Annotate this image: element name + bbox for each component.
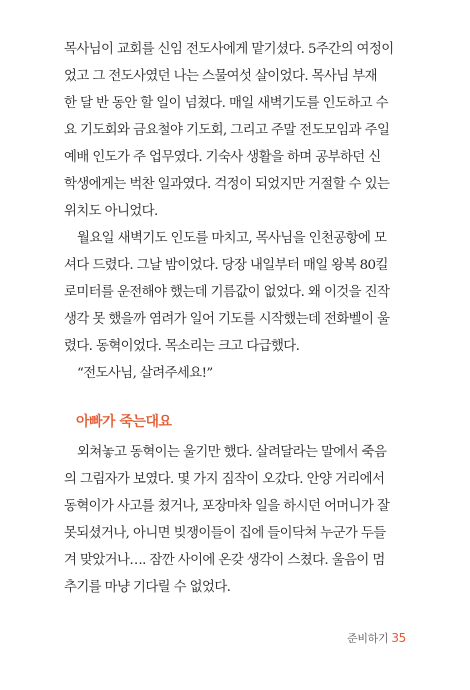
text-line: 생각 못 했을까 염려가 일어 기도를 시작했는데 전화벨이 울 xyxy=(64,312,390,327)
text-line: 위치도 아니었다. xyxy=(64,204,158,219)
text-line: 셔다 드렸다. 그날 밤이었다. 당장 내일부터 매일 왕복 80킬 xyxy=(64,258,388,273)
text-line: 로미터를 운전해야 했는데 기름값이 없었다. 왜 이것을 진작 xyxy=(64,285,390,300)
text-line: 월요일 새벽기도 인도를 마치고, 목사님을 인천공항에 모 xyxy=(77,231,387,246)
section-heading: 아빠가 죽는대요 xyxy=(76,414,172,430)
text-line: 겨 맞았거나…. 잠깐 사이에 온갖 생각이 스쳤다. 울음이 멈 xyxy=(64,553,385,568)
text-line: 외쳐놓고 동혁이는 울기만 했다. 살려달라는 말에서 죽음 xyxy=(77,445,387,460)
text-line: 동혁이가 사고를 쳤거나, 포장마차 일을 하시던 어머니가 잘 xyxy=(64,499,390,514)
text-line: 요 기도회와 금요철야 기도회, 그리고 주말 전도모임과 주일 xyxy=(64,123,390,138)
footer-section-label: 준비하기 xyxy=(347,632,389,645)
text-line: 렸다. 동혁이었다. 목소리는 크고 다급했다. xyxy=(64,339,300,354)
quote-line: “전도사님, 살려주세요!” xyxy=(77,366,213,381)
page-footer xyxy=(347,630,406,646)
text-line: 한 달 반 동안 할 일이 넘쳤다. 매일 새벽기도를 인도하고 수 xyxy=(64,96,388,111)
text-line: 의 그림자가 보였다. 몇 가지 짐작이 오갔다. 안양 거리에서 xyxy=(64,472,385,487)
text-line: 추기를 마냥 기다릴 수 없었다. xyxy=(64,580,231,595)
text-line: 예배 인도가 주 업무였다. 기숙사 생활을 하며 공부하던 신 xyxy=(64,150,381,165)
text-line: 학생에게는 벅찬 일과였다. 걱정이 되었지만 거절할 수 있는 xyxy=(64,177,390,192)
text-line: 못되셨거나, 아니면 빚쟁이들이 집에 들이닥쳐 누군가 두들 xyxy=(64,526,386,541)
page-number: 35 xyxy=(391,631,406,645)
text-line: 었고 그 전도사였던 나는 스물여섯 살이었다. 목사님 부재 xyxy=(64,69,377,84)
text-line: 목사님이 교회를 신임 전도사에게 맡기셨다. 5주간의 여정이 xyxy=(64,42,394,57)
